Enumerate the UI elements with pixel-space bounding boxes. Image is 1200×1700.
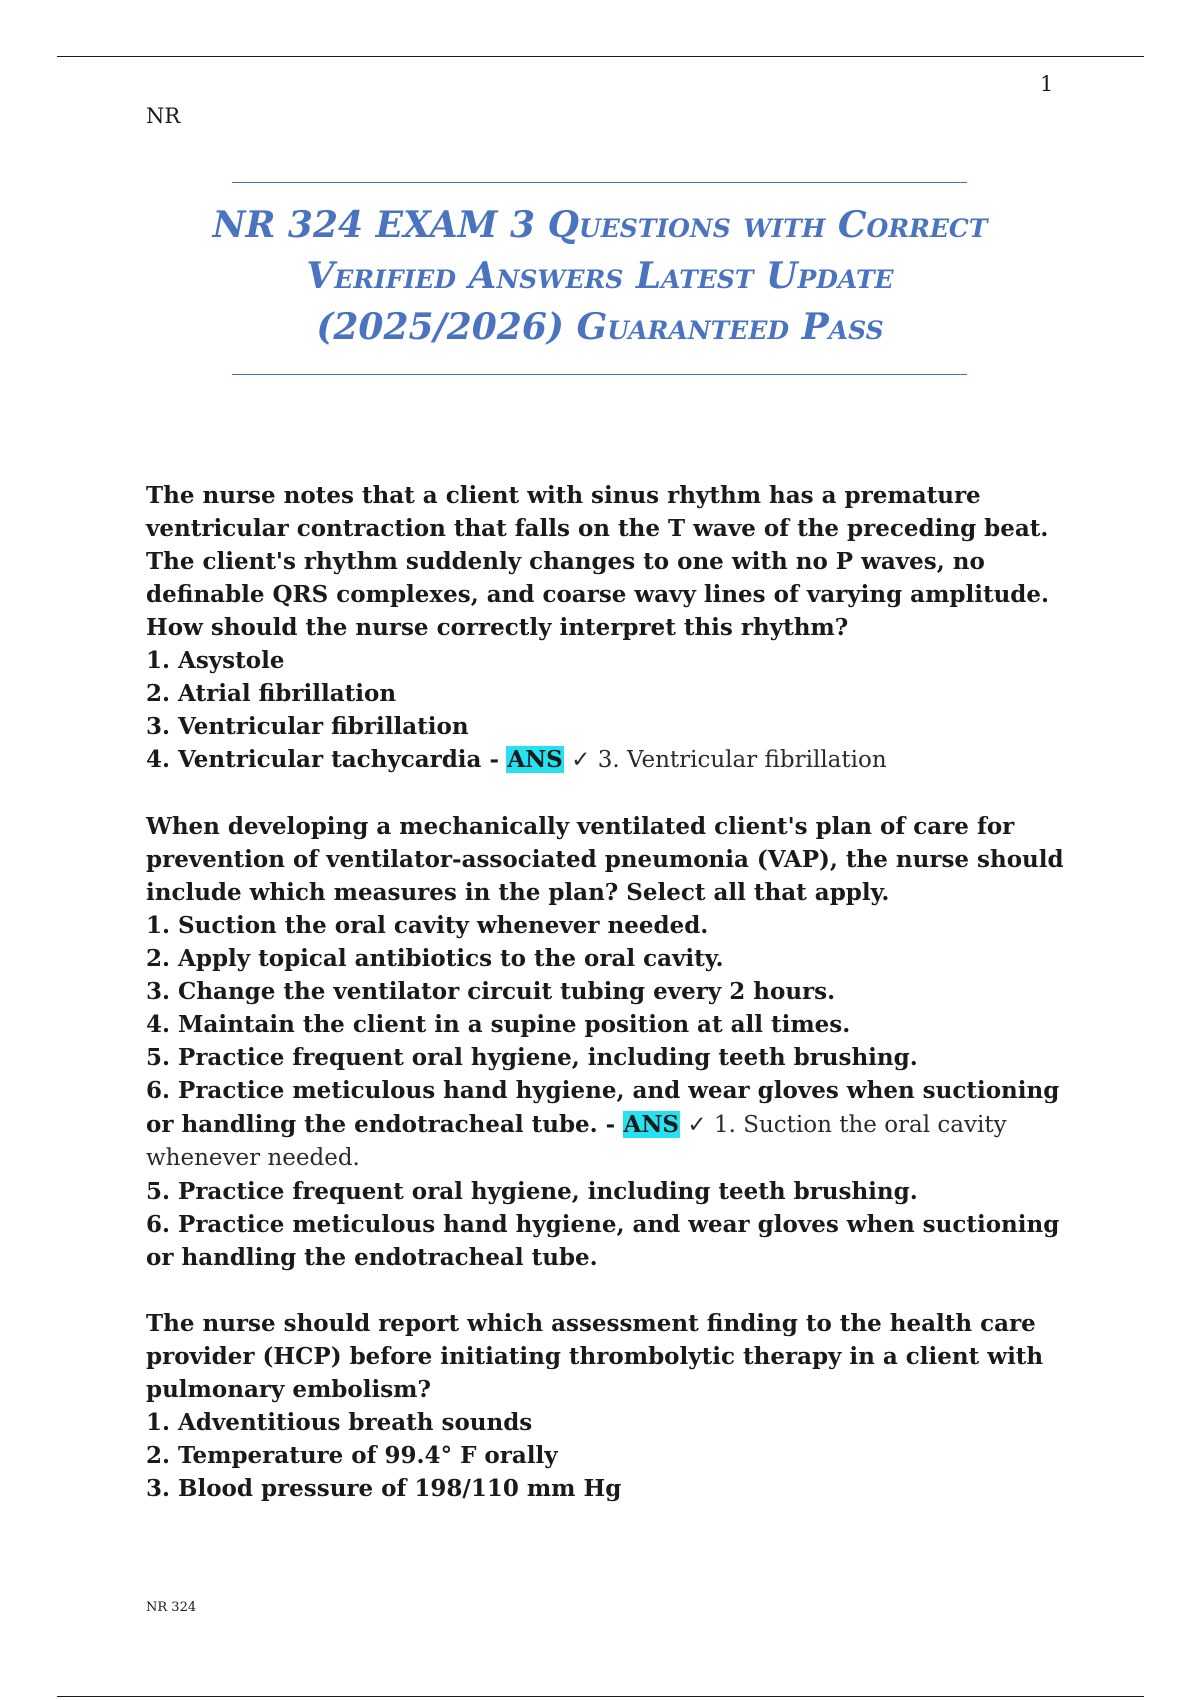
title-bottom-rule: [232, 374, 967, 375]
option: 2. Atrial fibrillation: [146, 680, 397, 707]
option: 5. Practice frequent oral hygiene, including teeth brushing.: [146, 1044, 918, 1071]
top-rule: [57, 56, 1144, 57]
document-title: [200, 200, 1000, 353]
question-1: [146, 479, 1066, 777]
option: 4. Ventricular tachycardia -: [146, 746, 499, 773]
option: 1. Adventitious breath sounds: [146, 1409, 533, 1436]
title-top-rule: [232, 182, 967, 183]
question-3: [146, 1307, 1066, 1505]
ans-highlight: ANS: [507, 746, 563, 773]
option: 2. Temperature of 99.4° F orally: [146, 1442, 558, 1469]
page-number: 1: [1040, 72, 1054, 96]
option: 3. Ventricular fibrillation: [146, 713, 469, 740]
option: 1. Asystole: [146, 647, 285, 674]
answer-text: 3. Ventricular fibrillation: [597, 747, 887, 773]
option: 6. Practice meticulous hand hygiene, and wear gloves when suctioning or handling the endotracheal tube. -: [146, 1077, 1060, 1138]
question-2: [146, 810, 1066, 1274]
question-stem: The nurse should report which assessment finding to the health care provider (HCP) before initiating thrombolytic therapy in a client with pulmonary embolism?: [146, 1310, 1044, 1403]
option: 2. Apply topical antibiotics to the oral cavity.: [146, 945, 724, 972]
page-footer: NR 324: [146, 1600, 197, 1615]
check-icon: ✓: [687, 1112, 707, 1138]
answer-text: 5. Practice frequent oral hygiene, including teeth brushing.: [146, 1178, 918, 1205]
question-stem: When developing a mechanically ventilated client's plan of care for prevention of ventilator-associated pneumonia (VAP), the nurse should include which measures in the plan? Select all that apply.: [146, 813, 1064, 906]
answer-text: 6. Practice meticulous hand hygiene, and wear gloves when suctioning or handling the endotracheal tube.: [146, 1211, 1060, 1271]
title-line-2: Verified Answers Latest Update: [306, 255, 894, 297]
answer-line: [146, 1074, 1066, 1175]
question-list: [146, 479, 1066, 1538]
bottom-rule: [57, 1696, 1144, 1697]
title-line-1: NR 324 EXAM 3 Questions with Correct: [212, 204, 988, 246]
answer-line: [146, 743, 1066, 777]
check-icon: ✓: [571, 747, 591, 773]
option: 3. Blood pressure of 198/110 mm Hg: [146, 1475, 622, 1502]
answer-text: 1. Suction the oral cavity whenever needed.: [146, 1112, 1007, 1171]
running-header: NR: [146, 104, 181, 128]
option: 4. Maintain the client in a supine position at all times.: [146, 1011, 851, 1038]
option: 1. Suction the oral cavity whenever needed.: [146, 912, 709, 939]
question-stem: The nurse notes that a client with sinus rhythm has a premature ventricular contraction that falls on the T wave of the preceding beat. The client's rhythm suddenly changes to one with no P waves, no definable QRS complexes, and coarse wavy lines of varying amplitude. How should the nurse correctly interpret this rhythm?: [146, 482, 1050, 641]
title-line-3: (2025/2026) Guaranteed Pass: [316, 306, 884, 348]
option: 3. Change the ventilator circuit tubing every 2 hours.: [146, 978, 836, 1005]
ans-highlight: ANS: [623, 1111, 680, 1138]
